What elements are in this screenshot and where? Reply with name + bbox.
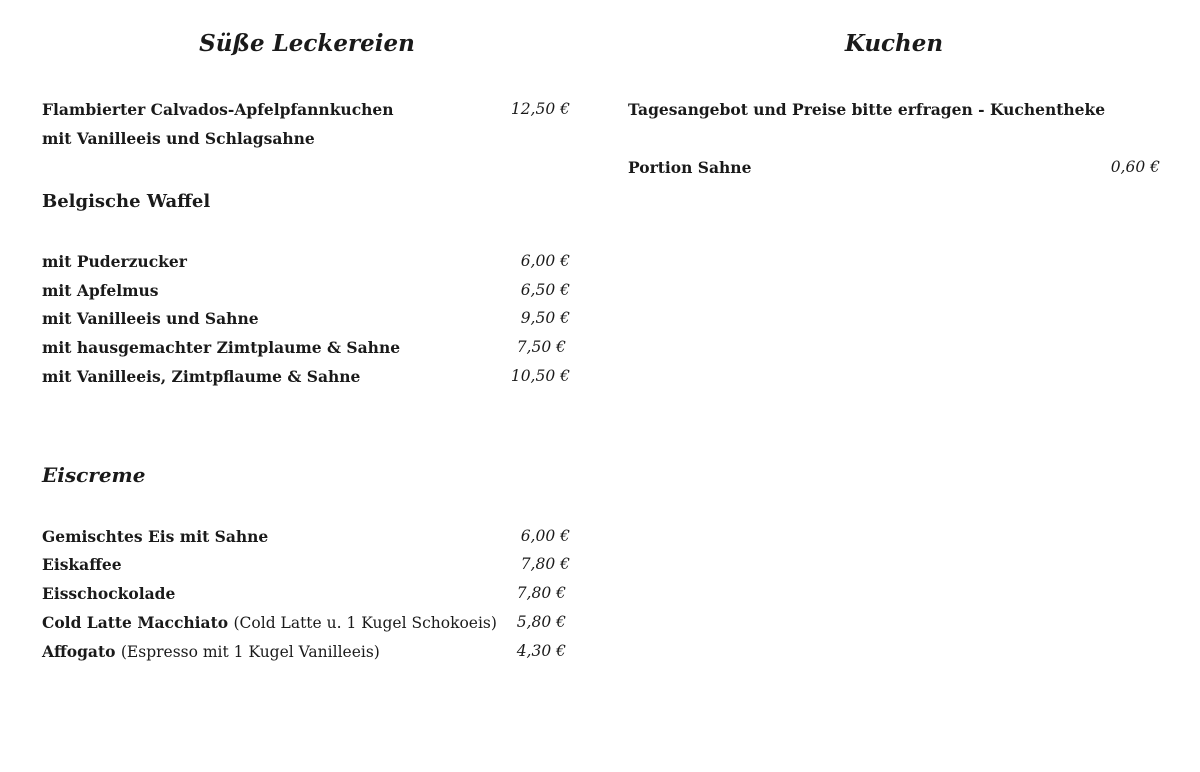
menu-item-name: Portion Sahne xyxy=(628,158,752,177)
section-title-suesse-leckereien: Süße Leckereien xyxy=(199,30,415,57)
menu-item-name: Affogato xyxy=(42,642,116,661)
menu-item-name: Eiskaffee xyxy=(42,555,122,574)
menu-item-portion-sahne xyxy=(628,158,1160,177)
menu-item-price: 0,60 € xyxy=(1110,158,1160,176)
menu-item-description: (Cold Latte u. 1 Kugel Schokoeis) xyxy=(233,614,497,632)
menu-item-description: (Espresso mit 1 Kugel Vanilleeis) xyxy=(120,643,380,661)
section-title-kuchen: Kuchen xyxy=(844,30,944,57)
menu-item-price: 7,80 € xyxy=(516,584,566,602)
menu-item-calvados xyxy=(42,100,572,119)
menu-item-name: mit Apfelmus xyxy=(42,281,159,300)
menu-item-price: 7,50 € xyxy=(516,338,566,356)
info-text: Tagesangebot und Preise bitte erfragen - Kuchentheke xyxy=(628,100,1106,119)
menu-item-name: mit Puderzucker xyxy=(42,252,187,271)
kuchen-info xyxy=(628,100,1160,119)
menu-item xyxy=(42,309,572,328)
menu-item xyxy=(42,555,572,574)
menu-item-price: 6,00 € xyxy=(520,252,570,270)
menu-item-name: mit Vanilleeis und Sahne xyxy=(42,309,259,328)
menu-item-price: 5,80 € xyxy=(516,613,566,631)
menu-item xyxy=(42,338,572,357)
menu-item-price: 4,30 € xyxy=(516,642,566,660)
menu-item-name: mit Vanilleeis, Zimtpflaume & Sahne xyxy=(42,367,361,386)
menu-item xyxy=(42,281,572,300)
menu-item xyxy=(42,642,572,661)
menu-item xyxy=(42,584,572,603)
menu-item-price: 6,00 € xyxy=(520,527,570,545)
menu-item-price: 10,50 € xyxy=(510,367,570,385)
heading-belgische-waffel: Belgische Waffel xyxy=(42,191,211,212)
menu-item xyxy=(42,613,572,632)
menu-item-name: mit hausgemachter Zimtplaume & Sahne xyxy=(42,338,401,357)
heading-eiscreme: Eiscreme xyxy=(42,463,146,487)
menu-item-description: mit Vanilleeis und Schlagsahne xyxy=(42,129,315,148)
menu-item xyxy=(42,367,572,386)
menu-item-name: Gemischtes Eis mit Sahne xyxy=(42,527,269,546)
menu-item-price: 12,50 € xyxy=(510,100,570,118)
menu-item-name: Flambierter Calvados-Apfelpfannkuchen xyxy=(42,100,394,119)
menu-item-name: Eisschockolade xyxy=(42,584,176,603)
menu-item xyxy=(42,527,572,546)
menu-item-price: 9,50 € xyxy=(520,309,570,327)
menu-item-price: 7,80 € xyxy=(520,555,570,573)
menu-item-name: Cold Latte Macchiato xyxy=(42,613,229,632)
menu-item-calvados-sub xyxy=(42,129,572,148)
menu-item xyxy=(42,252,572,271)
menu-item-price: 6,50 € xyxy=(520,281,570,299)
